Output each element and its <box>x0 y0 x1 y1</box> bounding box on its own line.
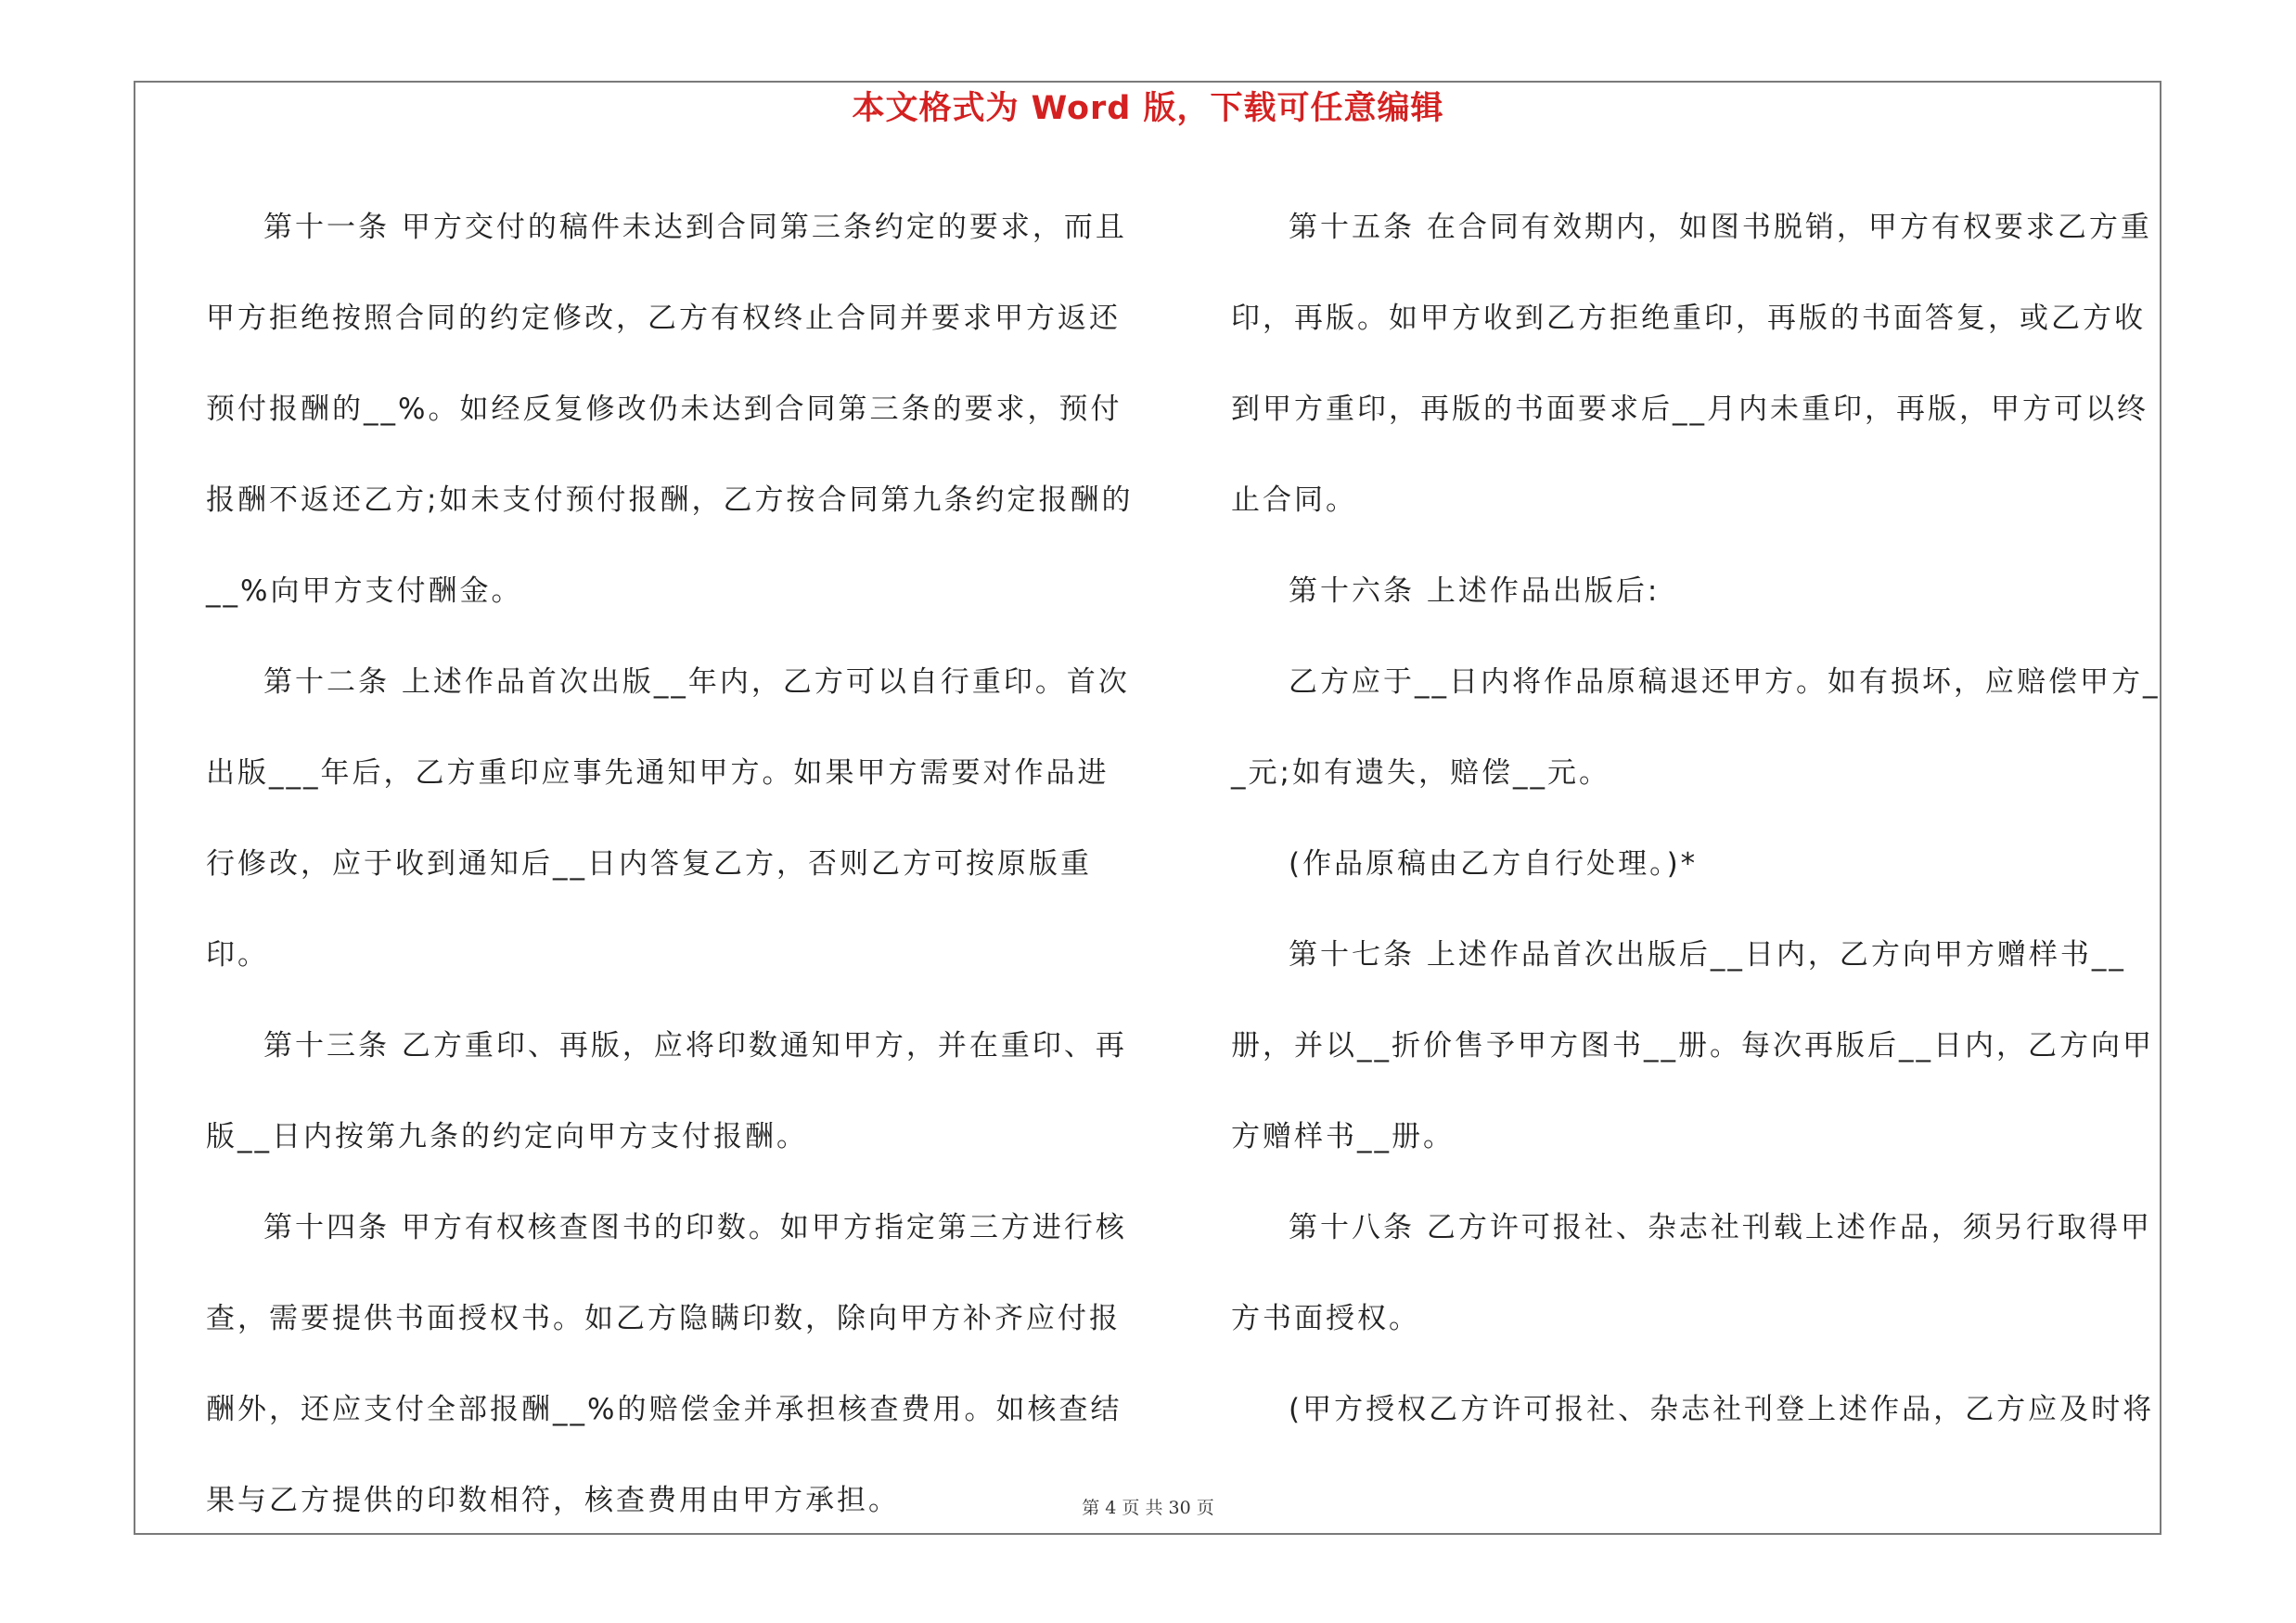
paragraph-article-12: 第十二条 上述作品首次出版__年内，乙方可以自行重印。首次出版___年后，乙方重印应事先通知甲方。如果甲方需要对作品进行修改，应于收到通知后__日内答复乙方，否则乙方可按原版重印。 <box>206 665 1130 972</box>
page-number-footer: 第 4 页 共 30 页 <box>1082 1498 1214 1518</box>
left-column <box>206 182 1134 1546</box>
paragraph-article-17: 第十七条 上述作品首次出版后__日内，乙方向甲方赠样书__册，并以__折价售予甲方图书__册。每次再版后__日内，乙方向甲方赠样书__册。 <box>1231 938 2154 1153</box>
paragraph-article-13: 第十三条 乙方重印、再版，应将印数通知甲方，并在重印、再版__日内按第九条的约定向甲方支付报酬。 <box>206 1029 1127 1153</box>
paragraph-article-11: 第十一条 甲方交付的稿件未达到合同第三条约定的要求，而且甲方拒绝按照合同的约定修改，乙方有权终止合同并要求甲方返还预付报酬的__%。如经反复修改仍未达到合同第三条的要求，预付报酬不返还乙方;如未支付预付报酬，乙方按合同第九条约定报酬的__%向甲方支付酬金。 <box>206 211 1134 608</box>
paragraph-article-16: 第十六条 上述作品出版后: <box>1289 574 1661 608</box>
paragraph-authorization-note: (甲方授权乙方许可报社、杂志社刊登上述作品，乙方应及时将 <box>1289 1393 2155 1426</box>
paragraph-manuscript-return: 乙方应于__日内将作品原稿退还甲方。如有损坏，应赔偿甲方__元;如有遗失，赔偿__元。 <box>1231 665 2161 790</box>
paragraph-article-18: 第十八条 乙方许可报社、杂志社刊载上述作品，须另行取得甲方书面授权。 <box>1231 1211 2152 1335</box>
paragraph-article-14: 第十四条 甲方有权核查图书的印数。如甲方指定第三方进行核查，需要提供书面授权书。如乙方隐瞒印数，除向甲方补齐应付报酬外，还应支付全部报酬__%的赔偿金并承担核查费用。如核查结果与乙方提供的印数相符，核查费用由甲方承担。 <box>206 1211 1127 1517</box>
format-banner: 本文格式为 Word 版，下载可任意编辑 <box>852 90 1444 127</box>
right-column <box>1231 182 2168 1455</box>
paragraph-article-15: 第十五条 在合同有效期内，如图书脱销，甲方有权要求乙方重印，再版。如甲方收到乙方拒绝重印，再版的书面答复，或乙方收到甲方重印，再版的书面要求后__月内未重印，再版，甲方可以终止合同。 <box>1231 211 2152 517</box>
paragraph-manuscript-note: (作品原稿由乙方自行处理。)* <box>1289 847 1699 881</box>
